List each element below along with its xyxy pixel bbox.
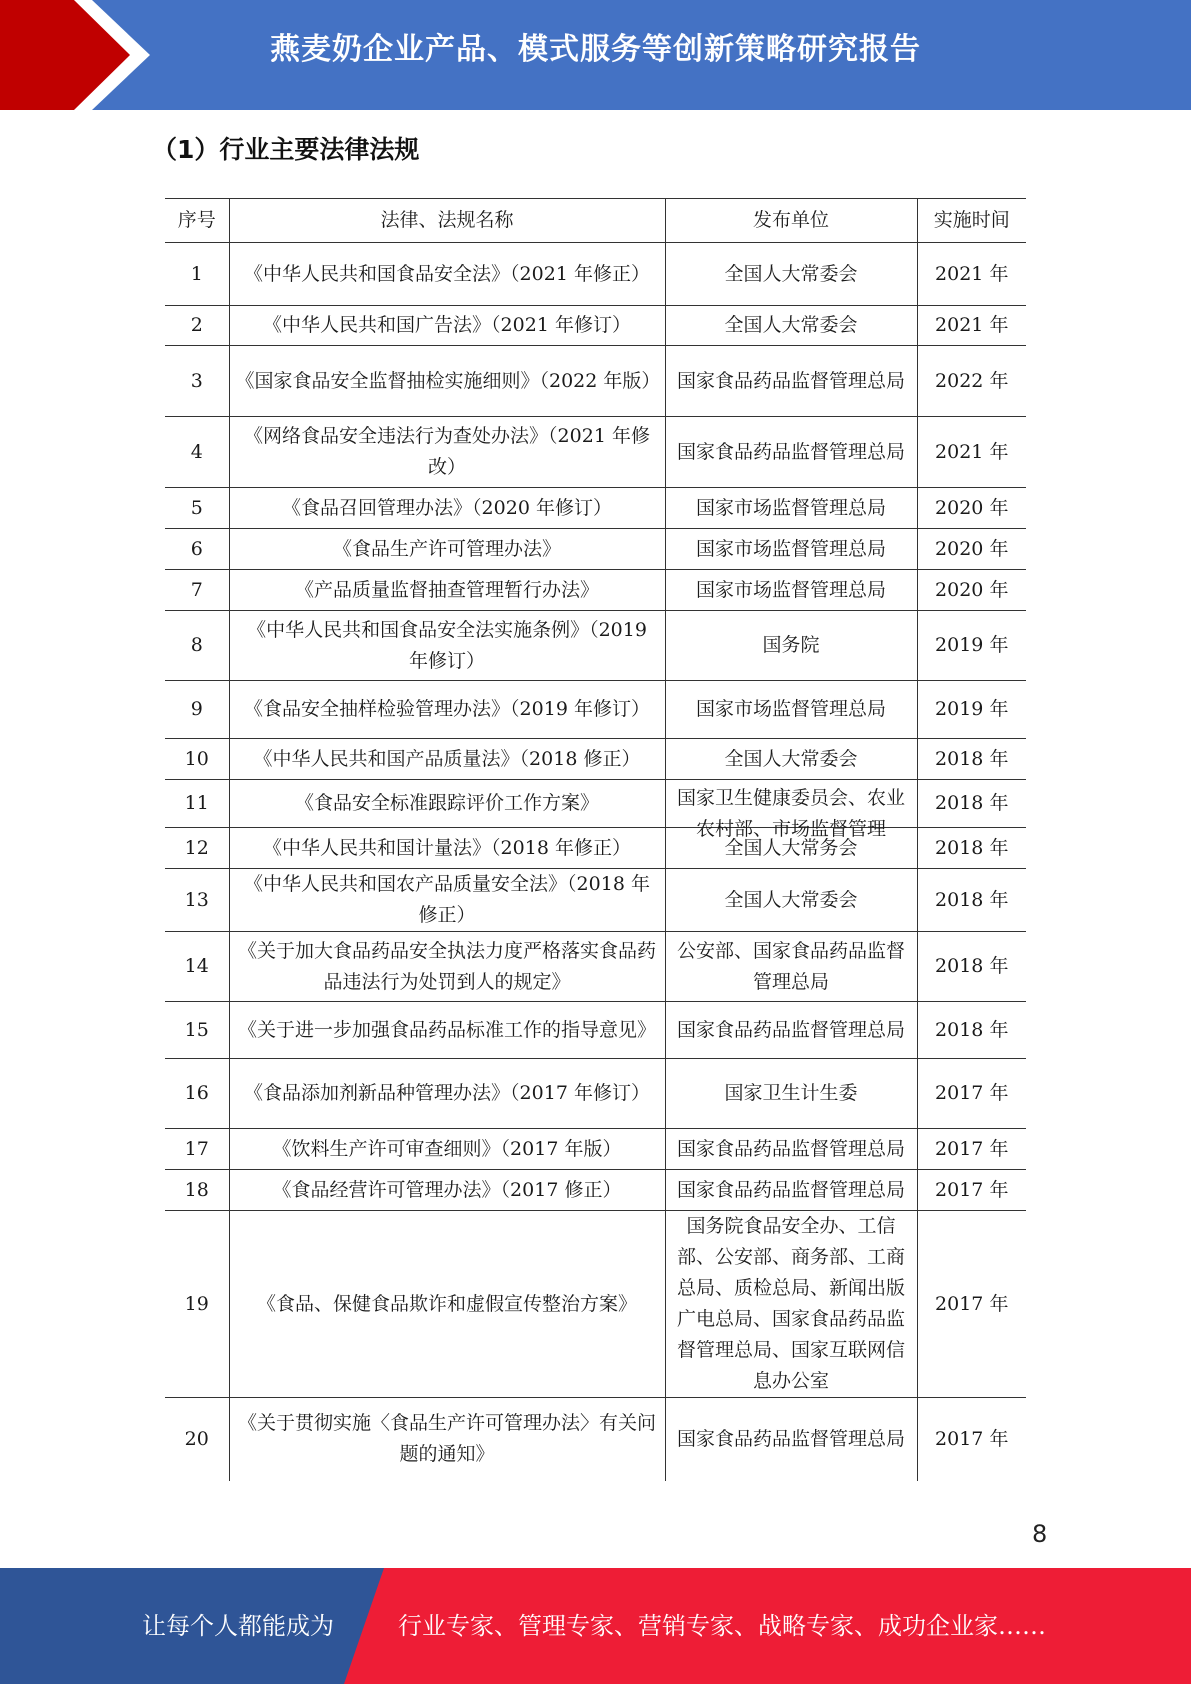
cell-time: 2017 年 <box>917 1129 1026 1170</box>
table-row <box>165 1170 1026 1211</box>
table-row <box>165 1398 1026 1481</box>
cell-no: 5 <box>165 488 229 529</box>
table-row <box>165 417 1026 488</box>
cell-time: 2019 年 <box>917 681 1026 739</box>
cell-time: 2020 年 <box>917 529 1026 570</box>
cell-no: 18 <box>165 1170 229 1211</box>
cell-unit: 公安部、国家食品药品监督管理总局 <box>665 932 917 1002</box>
cell-name: 《中华人民共和国计量法》（2018 年修正） <box>229 828 665 869</box>
cell-unit: 全国人大常委会 <box>665 243 917 306</box>
cell-unit: 国家市场监督管理总局 <box>665 681 917 739</box>
cell-unit-text: 国家市场监督管理总局 <box>695 496 886 519</box>
cell-no: 9 <box>165 681 229 739</box>
cell-name: 《饮料生产许可审查细则》（2017 年版） <box>229 1129 665 1170</box>
table-row <box>165 932 1026 1002</box>
cell-time: 2017 年 <box>917 1211 1026 1398</box>
cell-no: 10 <box>165 739 229 780</box>
table-row <box>165 346 1026 417</box>
cell-no: 3 <box>165 346 229 417</box>
cell-name: 《食品经营许可管理办法》（2017 修正） <box>229 1170 665 1211</box>
cell-time: 2022 年 <box>917 346 1026 417</box>
cell-unit <box>665 1170 917 1211</box>
cell-no: 6 <box>165 529 229 570</box>
cell-unit-text: 全国人大常委会 <box>724 314 858 336</box>
table-row <box>165 739 1026 780</box>
table-row <box>165 611 1026 681</box>
table-row <box>165 681 1026 739</box>
cell-unit <box>665 306 917 346</box>
cell-time: 2017 年 <box>917 1170 1026 1211</box>
cell-unit: 国家卫生计生委 <box>665 1059 917 1129</box>
cell-unit: 国务院 <box>665 611 917 681</box>
cell-name: 《产品质量监督抽查管理暂行办法》 <box>229 570 665 611</box>
table-row <box>165 529 1026 570</box>
table-row <box>165 780 1026 828</box>
cell-name: 《中华人民共和国农产品质量安全法》（2018 年修正） <box>229 869 665 932</box>
cell-unit: 国家食品药品监督管理总局 <box>665 417 917 488</box>
table-row <box>165 1211 1026 1398</box>
cell-name: 《中华人民共和国产品质量法》（2018 修正） <box>229 739 665 780</box>
cell-no: 15 <box>165 1002 229 1059</box>
cell-time: 2018 年 <box>917 1002 1026 1059</box>
cell-name: 《食品安全抽样检验管理办法》（2019 年修订） <box>229 681 665 739</box>
cell-unit-text: 国家市场监督管理总局 <box>695 578 886 601</box>
cell-name: 《关于加大食品药品安全执法力度严格落实食品药品违法行为处罚到人的规定》 <box>229 932 665 1002</box>
table-row <box>165 243 1026 306</box>
cell-no: 11 <box>165 780 229 828</box>
cell-name: 《食品召回管理办法》（2020 年修订） <box>229 488 665 529</box>
cell-name: 《关于贯彻实施〈食品生产许可管理办法〉有关问题的通知》 <box>229 1398 665 1481</box>
regulations-table <box>165 198 1026 1481</box>
table-row <box>165 1059 1026 1129</box>
header-no: 序号 <box>165 199 229 243</box>
cell-time: 2017 年 <box>917 1398 1026 1481</box>
cell-no: 20 <box>165 1398 229 1481</box>
table-row <box>165 828 1026 869</box>
cell-name: 《中华人民共和国广告法》（2021 年修订） <box>229 306 665 346</box>
header-arrow-red <box>0 0 130 110</box>
cell-no: 12 <box>165 828 229 869</box>
cell-time: 2021 年 <box>917 306 1026 346</box>
cell-name: 《食品安全标准跟踪评价工作方案》 <box>229 780 665 828</box>
cell-time: 2018 年 <box>917 932 1026 1002</box>
section-title: （1）行业主要法律法规 <box>152 135 420 164</box>
table-header-row <box>165 199 1026 243</box>
cell-unit: 国家食品药品监督管理总局 <box>665 1002 917 1059</box>
cell-unit-text: 国家食品药品监督管理总局 <box>676 1137 905 1160</box>
cell-unit <box>665 1129 917 1170</box>
cell-name: 《食品添加剂新品种管理办法》（2017 年修订） <box>229 1059 665 1129</box>
cell-time: 2019 年 <box>917 611 1026 681</box>
cell-time: 2021 年 <box>917 417 1026 488</box>
header-name: 法律、法规名称 <box>229 199 665 243</box>
page-header <box>0 0 1191 110</box>
cell-unit: 国家食品药品监督管理总局 <box>665 1398 917 1481</box>
cell-unit-text: 国家市场监督管理总局 <box>695 537 886 560</box>
cell-unit: 国务院食品安全办、工信部、公安部、商务部、工商总局、质检总局、新闻出版广电总局、国家食品药品监督管理总局、国家互联网信息办公室 <box>665 1211 917 1398</box>
footer-slogan-left: 让每个人都能成为 <box>142 1612 334 1640</box>
cell-no: 13 <box>165 869 229 932</box>
cell-time: 2021 年 <box>917 243 1026 306</box>
page-number: 8 <box>1032 1520 1048 1548</box>
table-body <box>165 243 1026 1481</box>
cell-time: 2018 年 <box>917 739 1026 780</box>
table-row <box>165 1002 1026 1059</box>
cell-name: 《网络食品安全违法行为查处办法》（2021 年修改） <box>229 417 665 488</box>
cell-no: 7 <box>165 570 229 611</box>
cell-time: 2017 年 <box>917 1059 1026 1129</box>
cell-name: 《食品、保健食品欺诈和虚假宣传整治方案》 <box>229 1211 665 1398</box>
cell-unit-text: 全国人大常务会 <box>724 836 858 859</box>
cell-unit-text: 国家食品药品监督管理总局 <box>676 1178 905 1201</box>
cell-unit-text: 国家卫生健康委员会、农业农村部、市场监督管理 <box>676 786 905 840</box>
cell-unit <box>665 739 917 780</box>
cell-unit <box>665 780 917 840</box>
cell-no: 4 <box>165 417 229 488</box>
page-footer <box>0 1568 1191 1684</box>
cell-name: 《关于进一步加强食品药品标准工作的指导意见》 <box>229 1002 665 1059</box>
cell-unit <box>665 570 917 611</box>
cell-time: 2020 年 <box>917 570 1026 611</box>
footer-slogan-right: 行业专家、管理专家、营销专家、战略专家、成功企业家…… <box>398 1612 1046 1640</box>
cell-no: 8 <box>165 611 229 681</box>
cell-no: 2 <box>165 306 229 346</box>
cell-no: 17 <box>165 1129 229 1170</box>
header-time: 实施时间 <box>917 199 1026 243</box>
header-unit: 发布单位 <box>665 199 917 243</box>
cell-time: 2018 年 <box>917 869 1026 932</box>
cell-unit-text: 全国人大常委会 <box>724 747 858 770</box>
table-row <box>165 488 1026 529</box>
table-row <box>165 869 1026 932</box>
report-title: 燕麦奶企业产品、模式服务等创新策略研究报告 <box>270 32 921 67</box>
cell-no: 1 <box>165 243 229 306</box>
cell-no: 19 <box>165 1211 229 1398</box>
cell-name: 《国家食品安全监督抽检实施细则》（2022 年版） <box>229 346 665 417</box>
cell-unit <box>665 488 917 529</box>
cell-name: 《中华人民共和国食品安全法》（2021 年修正） <box>229 243 665 306</box>
cell-unit <box>665 529 917 570</box>
cell-time: 2018 年 <box>917 828 1026 869</box>
table-row <box>165 1129 1026 1170</box>
cell-no: 14 <box>165 932 229 1002</box>
table-row <box>165 570 1026 611</box>
cell-time: 2020 年 <box>917 488 1026 529</box>
cell-unit: 全国人大常委会 <box>665 869 917 932</box>
regulations-table-container <box>165 198 1026 1481</box>
table-row <box>165 306 1026 346</box>
cell-time: 2018 年 <box>917 780 1026 828</box>
cell-name: 《食品生产许可管理办法》 <box>229 529 665 570</box>
cell-name: 《中华人民共和国食品安全法实施条例》（2019 年修订） <box>229 611 665 681</box>
cell-unit: 国家食品药品监督管理总局 <box>665 346 917 417</box>
cell-no: 16 <box>165 1059 229 1129</box>
